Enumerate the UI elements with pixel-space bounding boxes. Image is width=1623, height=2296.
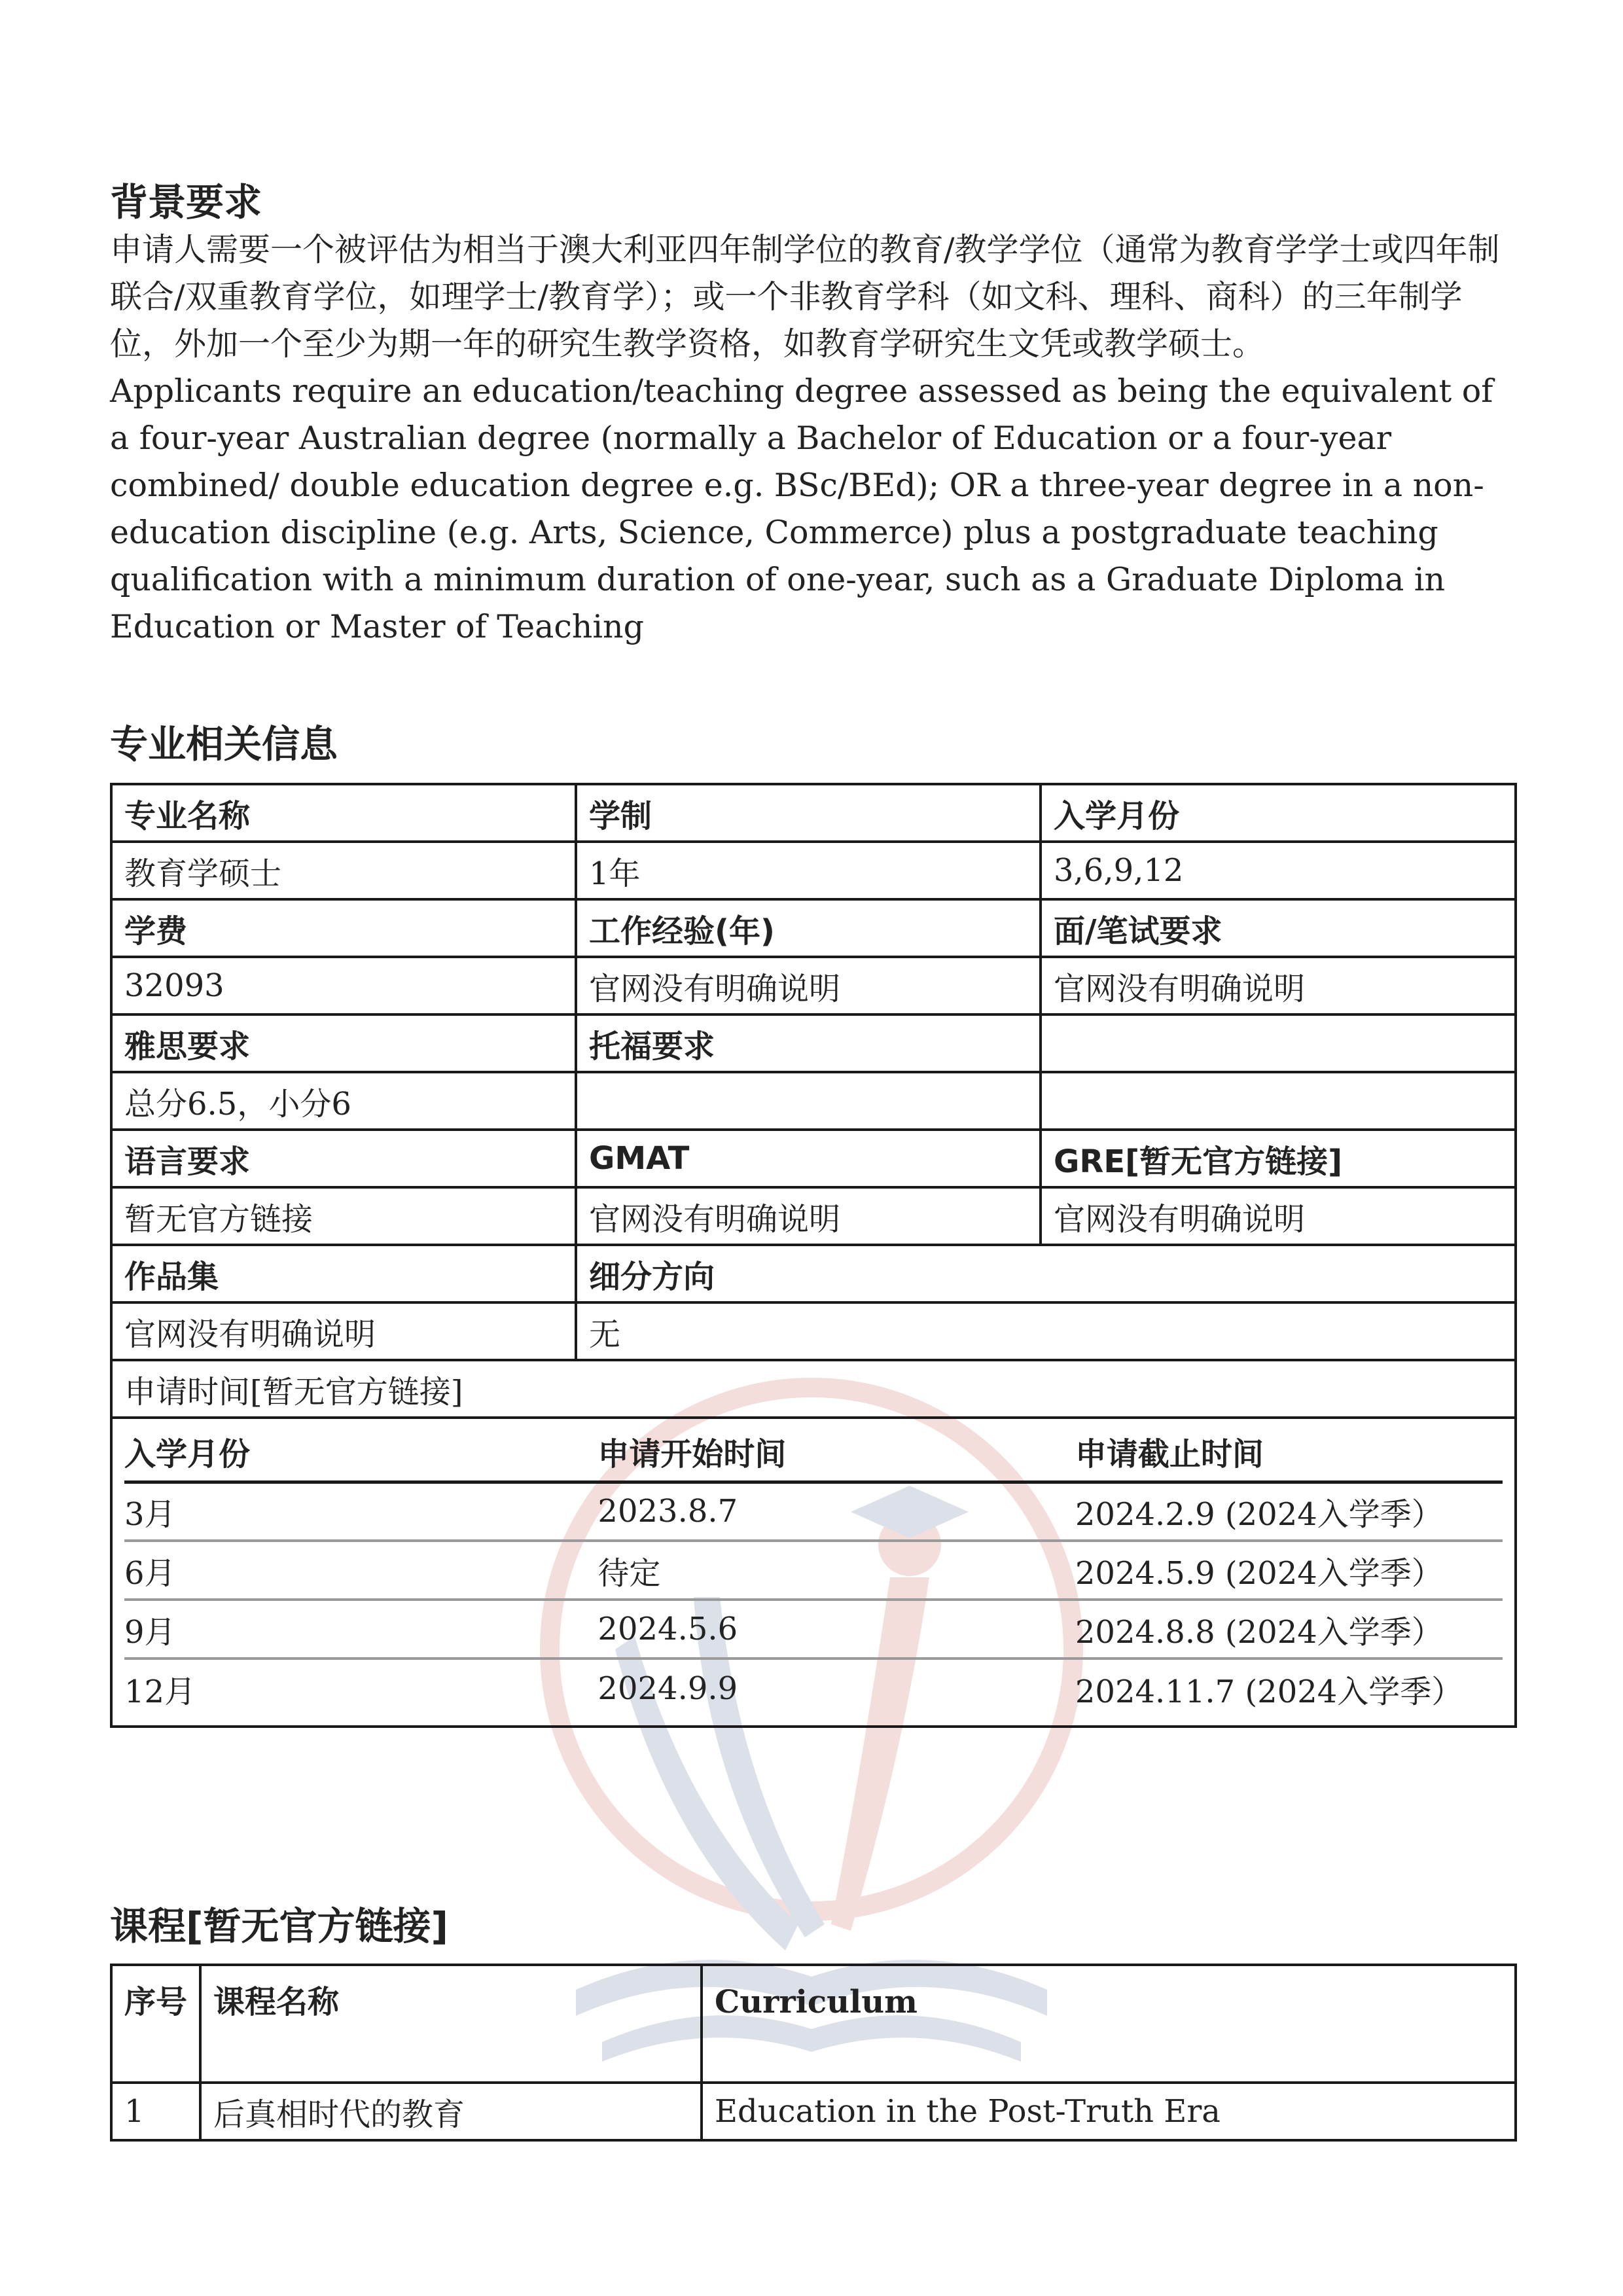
specialization-value: 无	[576, 1302, 1516, 1360]
background-title: 背景要求	[110, 180, 262, 224]
schedule-intake: 12月	[124, 1673, 196, 1710]
schedule-intake: 3月	[124, 1482, 597, 1541]
intake-value: 3,6,9,12	[1041, 842, 1516, 899]
empty-cell	[1041, 1072, 1516, 1130]
application-schedule-table	[124, 1423, 1503, 1717]
background-text-en: Applicants require an education/teaching degree assessed as being the equivalent of a four-year Australian degree (normally a Bachelor of Education or a four-year combined/ double education degree e.g. BSc/BEd); OR a three-year degree in a non-education discipline (e.g. Arts, Science, Commerce) plus a postgraduate teaching qualification with a minimum duration of one-year, such as a Graduate Diploma in Education or Master of Teaching	[110, 372, 1493, 645]
toefl-label: 托福要求	[576, 1014, 1041, 1072]
table-row	[111, 2083, 1516, 2140]
language-label: 语言要求	[111, 1130, 576, 1187]
schedule-start: 2024.9.9	[597, 1670, 738, 1707]
course-header-curriculum: Curriculum	[702, 1965, 1516, 2083]
interview-label: 面/笔试要求	[1041, 899, 1516, 957]
program-info-table	[110, 783, 1517, 1728]
course-header-index: 序号	[111, 1965, 200, 2083]
schedule-deadline: 2024.5.9 (2024入学季）	[1075, 1541, 1503, 1600]
duration-label: 学制	[576, 784, 1041, 842]
gmat-value: 官网没有明确说明	[576, 1187, 1041, 1245]
intake-label: 入学月份	[1041, 784, 1516, 842]
course-name: 后真相时代的教育	[200, 2083, 702, 2140]
schedule-header-intake: 入学月份	[124, 1423, 597, 1482]
schedule-intake: 9月	[124, 1600, 597, 1659]
table-row	[124, 1482, 1503, 1541]
schedule-header-deadline: 申请截止时间	[1075, 1423, 1503, 1482]
course-header-name: 课程名称	[200, 1965, 702, 2083]
background-text-zh: 申请人需要一个被评估为相当于澳大利亚四年制学位的教育/教学学位（通常为教育学学士或四年制联合/双重教育学位，如理学士/教育学）；或一个非教育学科（如文科、理科、商科）的三年制学位，外加一个至少为期一年的研究生教学资格，如教育学研究生文凭或教学硕士。	[110, 231, 1500, 363]
program-name-value: 教育学硕士	[111, 842, 576, 899]
table-row	[124, 1600, 1503, 1659]
program-name-label: 专业名称	[111, 784, 576, 842]
table-row	[124, 1659, 1503, 1717]
tuition-label: 学费	[111, 899, 576, 957]
courses-table	[110, 1964, 1517, 2142]
schedule-intake: 6月	[124, 1541, 597, 1600]
application-time-label: 申请时间[暂无官方链接]	[111, 1360, 1516, 1418]
gre-value: 官网没有明确说明	[1041, 1187, 1516, 1245]
program-info-title: 专业相关信息	[110, 722, 338, 766]
table-row	[124, 1541, 1503, 1600]
toefl-value	[576, 1072, 1041, 1130]
course-index: 1	[111, 2083, 200, 2140]
tuition-value: 32093	[111, 957, 576, 1014]
work-experience-value: 官网没有明确说明	[576, 957, 1041, 1014]
work-experience-label: 工作经验(年)	[576, 899, 1041, 957]
portfolio-value: 官网没有明确说明	[111, 1302, 576, 1360]
duration-value: 1年	[576, 842, 1041, 899]
specialization-label: 细分方向	[576, 1245, 1516, 1302]
empty-cell	[1041, 1014, 1516, 1072]
courses-title: 课程[暂无官方链接]	[110, 1904, 449, 1948]
schedule-start: 2024.5.6	[597, 1600, 1075, 1659]
schedule-deadline: 2024.8.8 (2024入学季）	[1075, 1600, 1503, 1659]
schedule-deadline: 2024.11.7 (2024入学季）	[1075, 1673, 1463, 1710]
schedule-start: 待定	[597, 1541, 1075, 1600]
schedule-start: 2023.8.7	[597, 1482, 1075, 1541]
portfolio-label: 作品集	[111, 1245, 576, 1302]
gmat-label: GMAT	[576, 1130, 1041, 1187]
language-value: 暂无官方链接	[111, 1187, 576, 1245]
ielts-value: 总分6.5，小分6	[111, 1072, 576, 1130]
application-schedule-cell	[111, 1418, 1516, 1727]
interview-value: 官网没有明确说明	[1041, 957, 1516, 1014]
schedule-header-start: 申请开始时间	[597, 1423, 1075, 1482]
gre-label: GRE[暂无官方链接]	[1041, 1130, 1516, 1187]
course-curriculum: Education in the Post-Truth Era	[702, 2083, 1516, 2140]
schedule-deadline: 2024.2.9 (2024入学季）	[1075, 1482, 1503, 1541]
ielts-label: 雅思要求	[111, 1014, 576, 1072]
